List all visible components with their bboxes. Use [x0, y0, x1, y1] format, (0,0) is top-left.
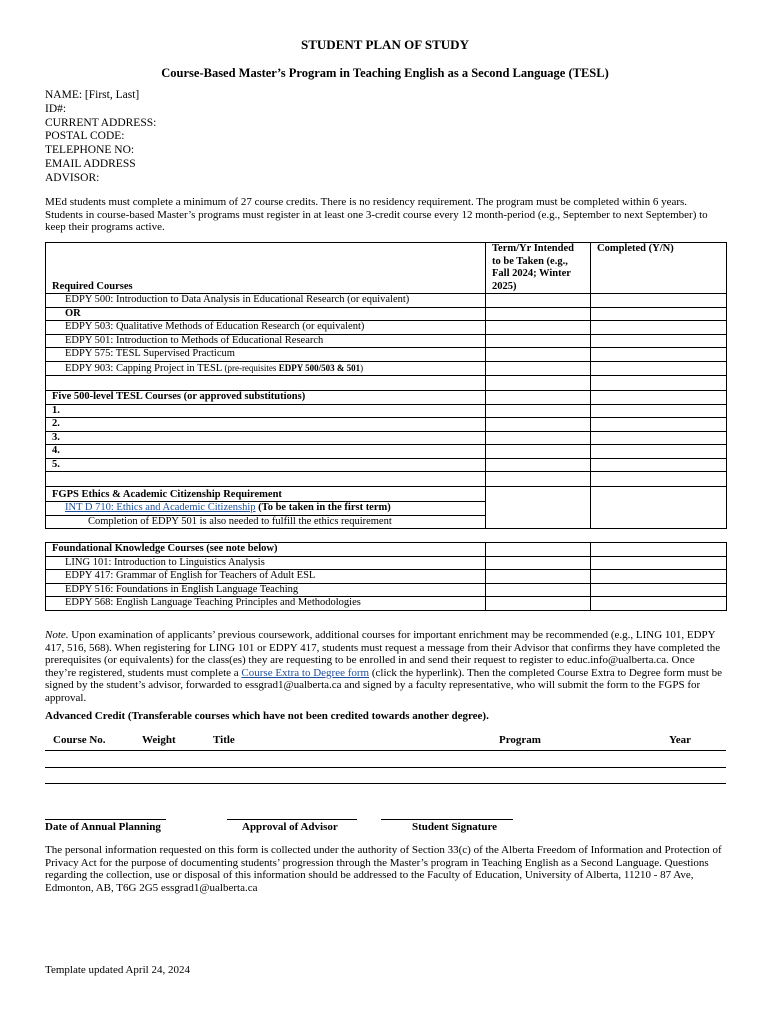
term-cell[interactable] [486, 458, 591, 472]
completed-cell[interactable] [591, 294, 727, 308]
fgps-ethics-note: Completion of EDPY 501 is also needed to fulfill the ethics requirement [46, 515, 486, 529]
advanced-credit-line[interactable] [45, 767, 726, 768]
student-signature-label: Student Signature [412, 821, 498, 833]
field-advisor[interactable]: ADVISOR: [45, 171, 100, 184]
fgps-header: FGPS Ethics & Academic Citizenship Requirement [46, 487, 486, 502]
tesl-row[interactable]: 1. [46, 404, 486, 418]
completed-cell[interactable] [591, 348, 727, 362]
course-extra-form-link[interactable]: Course Extra to Degree form [241, 666, 370, 679]
course-row: EDPY 501: Introduction to Methods of Educational Research [46, 334, 486, 348]
tesl-row[interactable]: 2. [46, 418, 486, 432]
completed-cell[interactable] [591, 487, 727, 529]
term-cell[interactable] [486, 418, 591, 432]
foundational-row: LING 101: Introduction to Linguistics Analysis [46, 556, 486, 570]
completed-cell[interactable] [591, 307, 727, 321]
foundational-row: EDPY 417: Grammar of English for Teachers of Adult ESL [46, 570, 486, 584]
term-cell[interactable] [486, 307, 591, 321]
student-info-fields [45, 89, 156, 186]
course-row: EDPY 575: TESL Supervised Practicum [46, 348, 486, 362]
foundational-table [45, 542, 727, 611]
plan-table [45, 242, 727, 529]
term-cell[interactable] [486, 445, 591, 459]
term-cell[interactable] [486, 556, 591, 570]
term-cell[interactable] [486, 294, 591, 308]
tesl-row[interactable]: 5. [46, 458, 486, 472]
page-title: STUDENT PLAN OF STUDY [301, 37, 469, 52]
required-courses-label: Required Courses [46, 243, 486, 294]
completed-cell[interactable] [591, 570, 727, 584]
advanced-credit-heading: Advanced Credit (Transferable courses which have not been credited towards another degree). [45, 710, 489, 722]
col-course-no: Course No. [53, 734, 106, 746]
course-row-903: EDPY 903: Capping Project in TESL (pre-requisites EDPY 500/503 & 501) [46, 361, 486, 376]
term-cell[interactable] [486, 597, 591, 611]
note-paragraph: Note. Upon examination of applicants’ previous coursework, additional courses for important enrichment may be recommended (e.g., LING 101, EDPY 417, 516, 568). When registering for LING 101 or EDPY 417, students must request a message from their Advisor that confirms they have completed the prerequisites (or equivalents) for the class(es) they are requesting to be enrolled in and send their request to register to educ.info@ualberta.ca. Once they’re registered, students must complete a Course Extra to Degree form (click the hyperlink). Then the completed Course Extra to Degree form must be signed by the student’s advisor, forwarded to essgrad1@ualberta.ca and signed by a faculty representative, who will submit the form to the FGPS for approval. [45, 629, 723, 704]
date-signature-line[interactable] [45, 819, 166, 820]
field-address[interactable]: CURRENT ADDRESS: [45, 116, 157, 129]
term-cell[interactable] [486, 334, 591, 348]
fgps-course-row: INT D 710: Ethics and Academic Citizenship (To be taken in the first term) [46, 502, 486, 516]
tesl-row[interactable]: 3. [46, 431, 486, 445]
course-row: EDPY 503: Qualitative Methods of Education Research (or equivalent) [46, 321, 486, 335]
term-cell[interactable] [486, 361, 591, 376]
term-cell[interactable] [486, 321, 591, 335]
term-cell[interactable] [486, 348, 591, 362]
col-weight: Weight [142, 734, 176, 746]
completed-cell[interactable] [591, 404, 727, 418]
completed-cell[interactable] [591, 458, 727, 472]
foundational-row: EDPY 516: Foundations in English Language Teaching [46, 583, 486, 597]
completed-cell[interactable] [591, 418, 727, 432]
foundational-header: Foundational Knowledge Courses (see note below) [46, 543, 486, 557]
tesl-courses-header: Five 500-level TESL Courses (or approved substitutions) [46, 391, 486, 405]
completed-cell[interactable] [591, 321, 727, 335]
completed-cell[interactable] [591, 583, 727, 597]
col-program: Program [499, 734, 541, 746]
field-telephone[interactable]: TELEPHONE NO: [45, 144, 135, 157]
completed-header: Completed (Y/N) [591, 243, 727, 294]
privacy-statement: The personal information requested on this form is collected under the authority of Section 33(c) of the Alberta Freedom of Information and Protection of Privacy Act for the purpose of documenting students’ progression through the Master’s program in Teaching English as a Second Language. Questions regarding the collection, use or disposal of this information should be addressed to the Faculty of Education, University of Alberta, 11210 - 87 Ave, Edmonton, AB, T6G 2G5 essgrad1@ualberta.ca [45, 844, 722, 894]
advisor-signature-line[interactable] [227, 819, 357, 820]
course-row: EDPY 500: Introduction to Data Analysis in Educational Research (or equivalent) [46, 294, 486, 308]
field-id[interactable]: ID#: [45, 102, 67, 115]
col-title: Title [213, 734, 235, 746]
completed-cell[interactable] [591, 556, 727, 570]
advanced-credit-line[interactable] [45, 750, 726, 751]
completed-cell[interactable] [591, 361, 727, 376]
term-cell[interactable] [486, 487, 591, 529]
term-cell[interactable] [486, 570, 591, 584]
intro-paragraph: MEd students must complete a minimum of 27 course credits. There is no residency requirement. The program must be completed within 6 years. Students in course-based Master’s programs must register in at least one 3-credit course every 12 month-period (e.g., September to next September) to keep their programs active. [45, 196, 708, 233]
date-annual-planning-label: Date of Annual Planning [45, 821, 161, 833]
field-email[interactable]: EMAIL ADDRESS [45, 157, 136, 170]
col-year: Year [669, 734, 691, 746]
tesl-row[interactable]: 4. [46, 445, 486, 459]
approval-advisor-label: Approval of Advisor [242, 821, 338, 833]
foundational-row: EDPY 568: English Language Teaching Principles and Methodologies [46, 597, 486, 611]
field-name[interactable]: NAME: [First, Last] [45, 89, 140, 101]
course-row: OR [46, 307, 486, 321]
completed-cell[interactable] [591, 445, 727, 459]
completed-cell[interactable] [591, 334, 727, 348]
student-signature-line[interactable] [381, 819, 513, 820]
page-subtitle: Course-Based Master’s Program in Teaching English as a Second Language (TESL) [161, 66, 609, 80]
template-updated-footer: Template updated April 24, 2024 [45, 964, 190, 976]
advanced-credit-line[interactable] [45, 783, 726, 784]
term-cell[interactable] [486, 583, 591, 597]
term-cell[interactable] [486, 404, 591, 418]
completed-cell[interactable] [591, 431, 727, 445]
field-postal[interactable]: POSTAL CODE: [45, 130, 125, 143]
term-cell[interactable] [486, 431, 591, 445]
completed-cell[interactable] [591, 597, 727, 611]
int-d-710-link[interactable]: INT D 710: Ethics and Academic Citizenship [65, 502, 256, 513]
term-header: Term/Yr Intended to be Taken (e.g., Fall 2024; Winter 2025) [486, 243, 591, 294]
